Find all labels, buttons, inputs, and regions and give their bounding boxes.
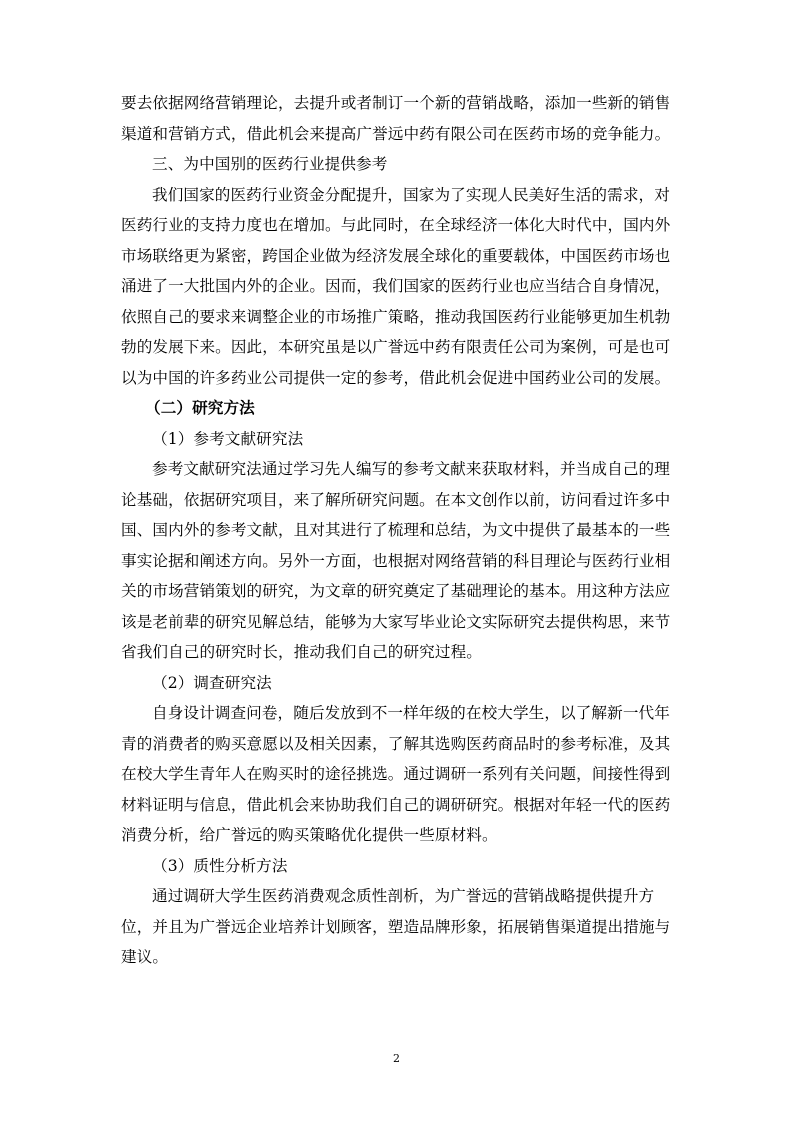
body-text-line: 消费分析，给广誉远的购买策略优化提供一些原材料。	[121, 826, 498, 844]
body-text-line: 该是老前辈的研究见解总结，能够为大家写毕业论文实际研究去提供构思，来节	[121, 613, 671, 631]
body-text-line: 通过调研大学生医药消费观念质性剖析，为广誉远的营销战略提供提升方	[152, 887, 655, 905]
body-text-line: 涌进了一大批国内外的企业。因而，我们国家的医药行业也应当结合自身情况，	[121, 277, 671, 295]
body-text-line: 市场联络更为紧密，跨国企业做为经济发展全球化的重要载体，中国医药市场也	[121, 247, 671, 265]
body-text-line: 位，并且为广誉远企业培养计划顾客，塑造品牌形象，拓展销售渠道提出措施与	[121, 918, 671, 936]
section-heading: （二）研究方法	[145, 398, 255, 417]
body-text-line: 建议。	[121, 948, 169, 966]
body-text-line: 要去依据网络营销理论，去提升或者制订一个新的营销战略，添加一些新的销售	[121, 94, 671, 112]
body-text-line: 参考文献研究法通过学习先人编写的参考文献来获取材料，并当成自己的理	[152, 460, 670, 478]
subsection-heading: （3）质性分析方法	[152, 857, 288, 875]
body-text-line: 青的消费者的购买意愿以及相关因素，了解其选购医药商品时的参考标准，及其	[121, 735, 671, 753]
page-number: 2	[393, 1052, 400, 1065]
body-text-line: 依照自己的要求来调整企业的市场推广策略，推动我国医药行业能够更加生机勃	[121, 308, 671, 326]
subsection-heading: （1）参考文献研究法	[152, 430, 304, 448]
body-text-line: 渠道和营销方式，借此机会来提高广誉远中药有限公司在医药市场的竞争能力。	[121, 125, 671, 143]
body-text-line: 事实论据和阐述方向。另外一方面，也根据对网络营销的科目理论与医药行业相	[121, 552, 671, 570]
body-text-line: 自身设计调查问卷，随后发放到不一样年级的在校大学生，以了解新一代年	[152, 704, 670, 722]
body-text-line: 关的市场营销策划的研究，为文章的研究奠定了基础理论的基本。用这种方法应	[121, 582, 671, 600]
body-text-line: 在校大学生青年人在购买时的途径挑选。通过调研一系列有关问题，间接性得到	[121, 765, 671, 783]
body-text-line: 省我们自己的研究时长，推动我们自己的研究过程。	[121, 643, 482, 661]
body-text-line: 以为中国的许多药业公司提供一定的参考，借此机会促进中国药业公司的发展。	[121, 369, 671, 387]
body-text-line: 国、国内外的参考文献，且对其进行了梳理和总结，为文中提供了最基本的一些	[121, 521, 671, 539]
body-text-line: 勃的发展下来。因此，本研究虽是以广誉远中药有限责任公司为案例，可是也可	[121, 338, 671, 356]
body-text-line: 材料证明与信息，借此机会来协助我们自己的调研研究。根据对年轻一代的医药	[121, 796, 671, 814]
body-text-line: 医药行业的支持力度也在增加。与此同时，在全球经济一体化大时代中，国内外	[121, 216, 671, 234]
subsection-heading: （2）调查研究法	[152, 674, 272, 692]
body-text-line: 论基础，依据研究项目，来了解所研究问题。在本文创作以前，访问看过许多中	[121, 491, 671, 509]
body-text-line: 我们国家的医药行业资金分配提升，国家为了实现人民美好生活的需求，对	[152, 186, 670, 204]
section-heading: 三、为中国别的医药行业提供参考	[152, 155, 388, 173]
